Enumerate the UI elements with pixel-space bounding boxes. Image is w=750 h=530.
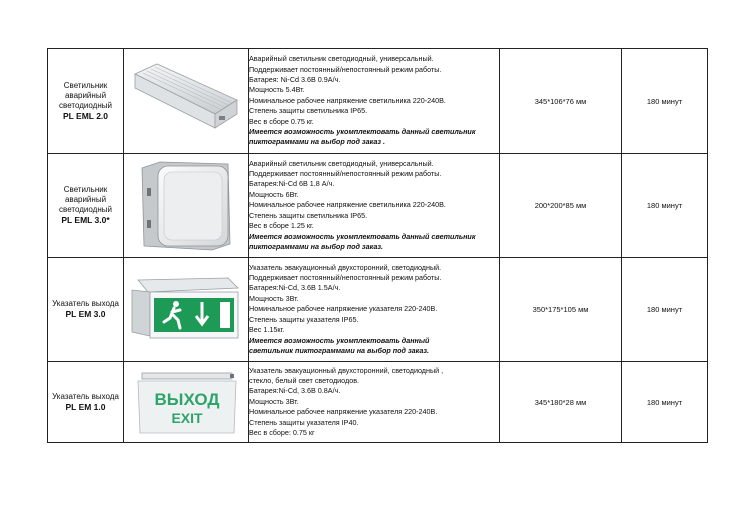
name-line: Указатель выхода xyxy=(52,391,119,401)
description-line: Батарея:Ni-Cd, 3.6В 1.5А/ч. xyxy=(249,283,341,293)
dimensions-cell: 350*175*105 мм xyxy=(500,258,622,362)
description-line: Степень защиты указателя IP40. xyxy=(249,417,359,427)
description-line: Мощность 3Вт. xyxy=(249,396,299,406)
sign-text-exit: EXIT xyxy=(171,410,203,426)
description-line: Номинальное рабочее напряжение указателя 220-240В. xyxy=(249,407,438,417)
name-line: аварийный xyxy=(64,195,107,204)
name-line: светодиодный xyxy=(59,100,112,110)
description-line: Батарея:Ni-Cd 6В 1.8 А/ч. xyxy=(249,179,335,189)
product-image-cell xyxy=(124,49,249,154)
description-line: Степень защиты указателя IP65. xyxy=(249,314,359,324)
name-line: Светильник xyxy=(63,80,108,90)
autonomy-time-cell: 180 минут xyxy=(622,49,708,154)
description-line: Степень защиты светильника IP65. xyxy=(249,210,368,220)
autonomy-time-cell: 180 минут xyxy=(622,258,708,362)
table-row xyxy=(48,49,708,154)
model-label: PL EM 1.0 xyxy=(65,401,106,412)
description-line: Аварийный светильник светодиодный, универсальный. xyxy=(249,158,434,168)
table-row xyxy=(48,362,708,443)
product-name-cell xyxy=(48,258,124,362)
description-note-line: Имеется возможность укомплектовать данный светильник xyxy=(249,231,476,241)
description-note-line: пиктограммами на выбор под заказ. xyxy=(249,241,383,251)
product-image-cell xyxy=(124,258,249,362)
product-name-cell xyxy=(48,49,124,154)
product-description-cell xyxy=(249,49,500,154)
description-note-line: Имеется возможность укомплектовать данный светильник xyxy=(249,127,476,137)
description-line: Мощность 6Вт. xyxy=(249,189,299,199)
description-note-line: пиктограммами на выбор под заказ . xyxy=(249,137,385,147)
exit-sign-running-man-icon xyxy=(128,270,244,350)
dimensions-cell: 345*106*76 мм xyxy=(500,49,622,154)
product-spec-table xyxy=(47,48,708,443)
description-line: Номинальное рабочее напряжение светильника 220-240В. xyxy=(249,95,446,105)
description-note-line: Имеется возможность укомплектовать данный xyxy=(249,335,430,345)
description-line: Вес в сборе: 0.75 кг xyxy=(249,428,315,438)
description-note-line: светильник пиктограммами на выбор под заказ. xyxy=(249,345,430,355)
model-label: PL EML 2.0 xyxy=(62,110,109,121)
description-line: Мощность 5.4Вт. xyxy=(249,85,305,95)
description-line: Батарея:Ni-Cd, 3.6В 0.8А/ч. xyxy=(249,386,341,396)
description-line: Номинальное рабочее напряжение указателя 220-240В. xyxy=(249,304,438,314)
name-line: Указатель выхода xyxy=(52,299,119,308)
sign-text-vyhod: ВЫХОД xyxy=(154,390,220,409)
autonomy-time-cell: 180 минут xyxy=(622,154,708,258)
dimensions-cell: 200*200*85 мм xyxy=(500,154,622,258)
description-line: стекло, белый свет светодиодов. xyxy=(249,375,360,385)
product-image-cell xyxy=(124,154,249,258)
description-line: Вес в сборе 1.25 кг. xyxy=(249,221,314,231)
product-name-cell xyxy=(48,154,124,258)
model-label: PL EM 3.0 xyxy=(65,309,106,319)
description-line: Поддерживает постоянный/непостоянный режим работы. xyxy=(249,64,442,74)
description-line: Поддерживает постоянный/непостоянный режим работы. xyxy=(249,273,442,283)
description-line: Батарея: Ni-Cd 3.6В 0.9А/ч. xyxy=(249,74,341,84)
description-line: Вес 1.15кг. xyxy=(249,325,285,335)
description-line: Степень защиты светильника IP65. xyxy=(249,106,368,116)
product-image-cell xyxy=(124,362,249,443)
description-line: Мощность 3Вт. xyxy=(249,293,299,303)
name-line: светодиодный xyxy=(59,205,112,214)
product-description-cell xyxy=(249,362,500,443)
name-line: Светильник xyxy=(63,185,108,194)
name-line: аварийный xyxy=(64,90,107,100)
product-name-cell xyxy=(48,362,124,443)
model-label: PL EML 3.0* xyxy=(61,215,110,225)
autonomy-time-cell: 180 минут xyxy=(622,362,708,443)
dimensions-cell: 345*180*28 мм xyxy=(500,362,622,443)
description-line: Поддерживает постоянный/непостоянный режим работы. xyxy=(249,169,442,179)
emergency-light-square-fixture-icon xyxy=(136,158,236,254)
description-line: Аварийный светильник светодиодный, универсальный. xyxy=(249,54,434,64)
emergency-light-linear-fixture-icon xyxy=(127,56,245,146)
table-row xyxy=(48,154,708,258)
description-line: Указатель эвакуационный двухсторонний, светодиодный. xyxy=(249,262,442,272)
product-description-cell xyxy=(249,154,500,258)
description-line: Номинальное рабочее напряжение светильника 220-240В. xyxy=(249,200,446,210)
exit-sign-vyhod-icon xyxy=(128,365,244,439)
description-line: Указатель эвакуационный двухсторонний, светодиодный , xyxy=(249,365,444,375)
table-row xyxy=(48,258,708,362)
product-description-cell xyxy=(249,258,500,362)
description-line: Вес в сборе 0.75 кг. xyxy=(249,116,314,126)
